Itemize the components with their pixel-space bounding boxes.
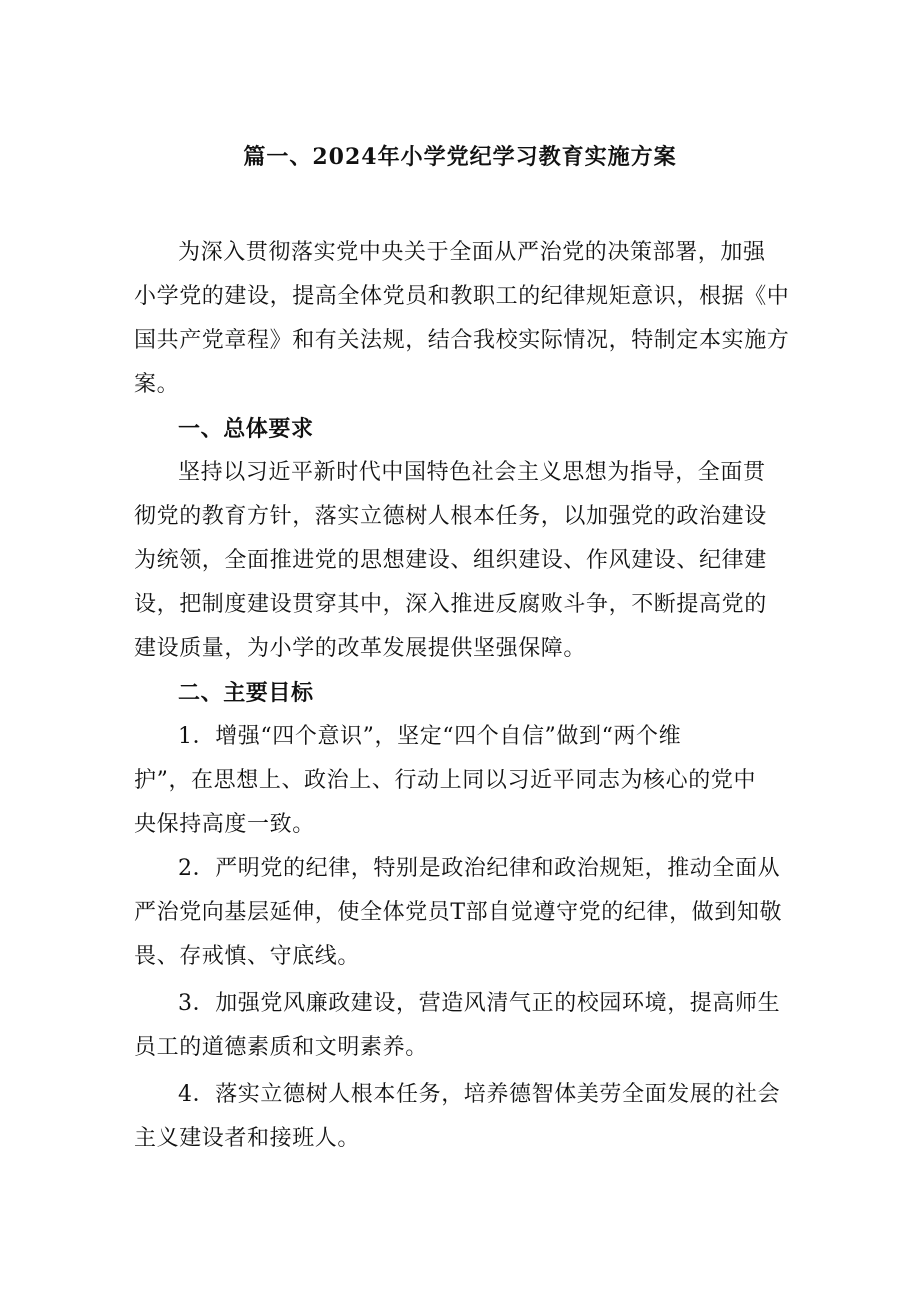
- paragraph-line: 为统领，全面推进党的思想建设、组织建设、作风建设、纪律建: [134, 548, 767, 573]
- paragraph-line: 小学党的建设，提高全体党员和教职工的纪律规矩意识，根据《中: [134, 284, 790, 309]
- list-item-line: 4．落实立德树人根本任务，培养德智体美劳全面发展的社会: [178, 1082, 781, 1107]
- list-item-line: 3．加强党风廉政建设，营造风清气正的校园环境，提高师生: [178, 991, 781, 1016]
- list-item-line: 主义建设者和接班人。: [134, 1126, 361, 1151]
- list-item-line: 护”，在思想上、政治上、行动上同以习近平同志为核心的党中: [134, 768, 757, 793]
- paragraph-line: 为深入贯彻落实党中央关于全面从严治党的决策部署，加强: [178, 240, 766, 265]
- section-heading-goals: 二、主要目标: [178, 680, 314, 706]
- list-item-line: 员工的道德素质和文明素养。: [134, 1035, 428, 1060]
- list-item-line: 2．严明党的纪律，特别是政治纪律和政治规矩，推动全面从: [178, 856, 781, 881]
- paragraph-line: 建设质量，为小学的改革发展提供坚强保障。: [134, 636, 587, 661]
- section-heading-general: 一、总体要求: [178, 416, 314, 442]
- paragraph-line: 案。: [134, 372, 180, 397]
- paragraph-line: 设，把制度建设贯穿其中，深入推进反腐败斗争，不断提高党的: [134, 592, 767, 617]
- list-item-line: 央保持高度一致。: [134, 812, 315, 837]
- list-item-line: 畏、存戒慎、守底线。: [134, 944, 361, 969]
- paragraph-line: 彻党的教育方针，落实立德树人根本任务，以加强党的政治建设: [134, 504, 767, 529]
- list-item-line: 严治党向基层延伸，使全体党员T部自觉遵守党的纪律，做到知敬: [134, 900, 783, 925]
- paragraph-line: 坚持以习近平新时代中国特色社会主义思想为指导，全面贯: [178, 460, 766, 485]
- document-title: 篇一、2024年小学党纪学习教育实施方案: [243, 144, 677, 170]
- list-item-line: 1．增强“四个意识”，坚定“四个自信”做到“两个维: [178, 724, 682, 749]
- paragraph-line: 国共产党章程》和有关法规，结合我校实际情况，特制定本实施方: [134, 328, 790, 353]
